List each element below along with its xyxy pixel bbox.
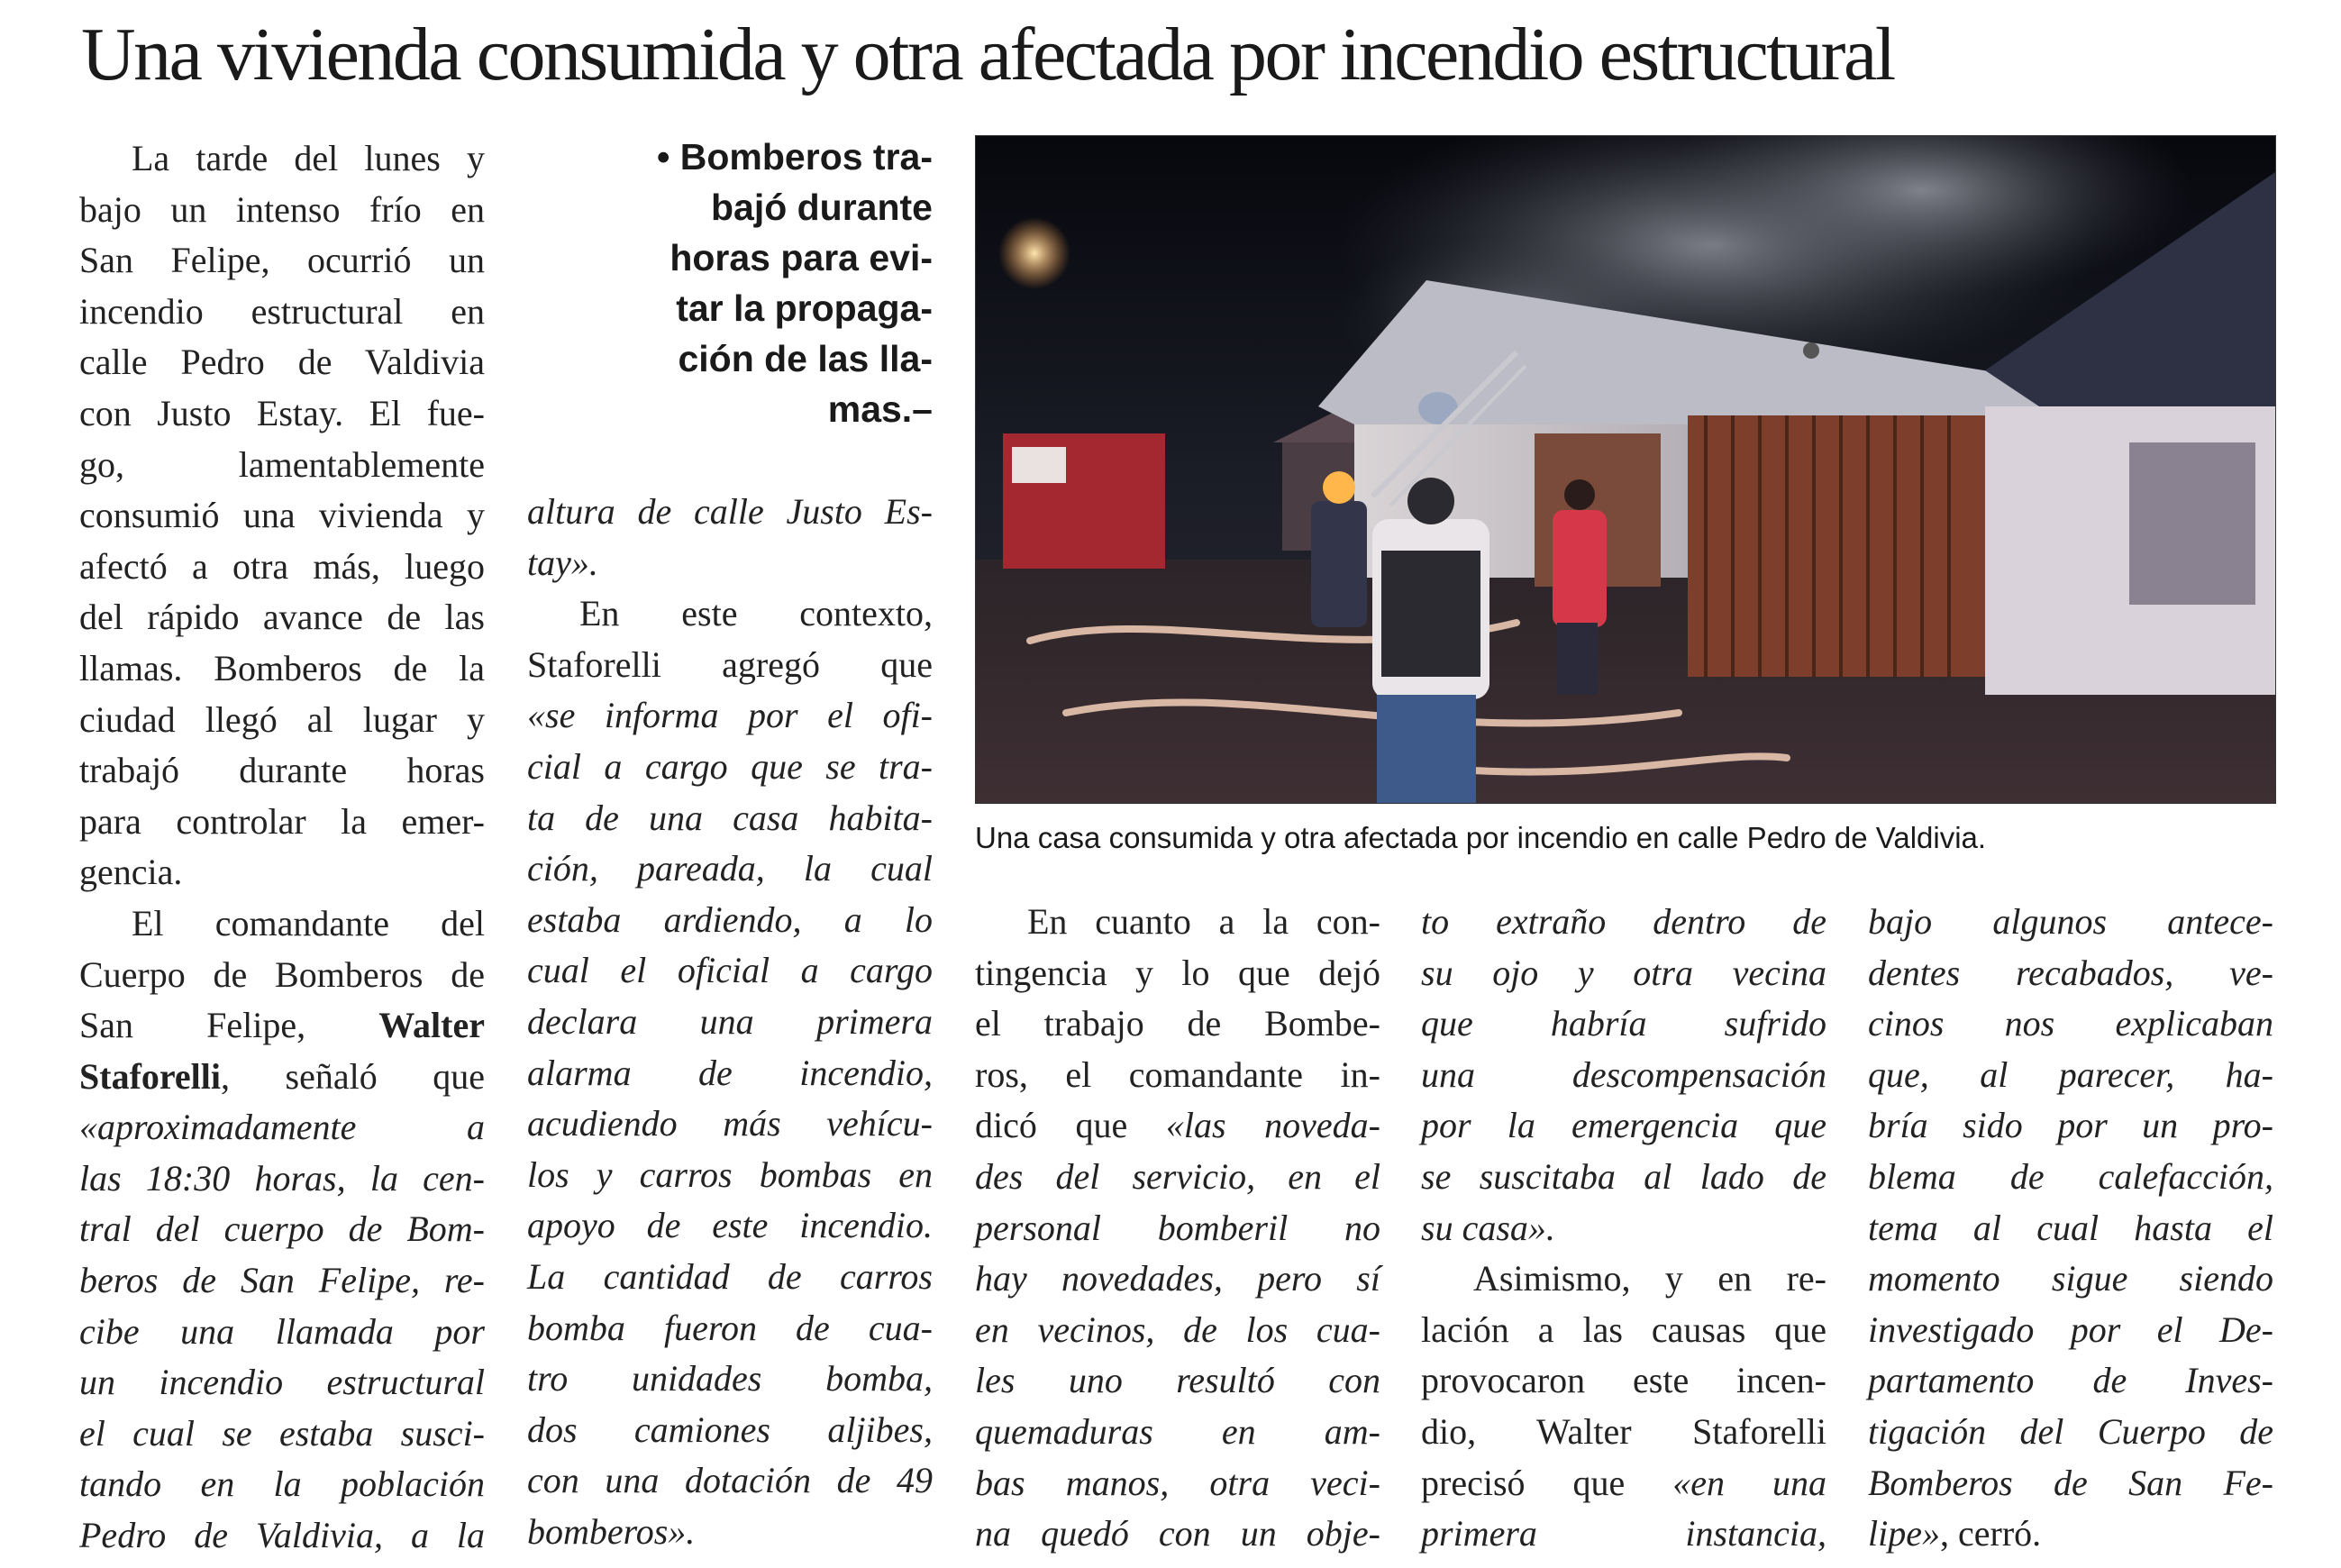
- name-staforelli: Staforelli: [79, 1055, 222, 1097]
- paragraph-injuries: to extraño dentro de su ojo y otra vecina que habría sufrido una descompensación por la emergencia que se suscitaba al lado de su casa».: [1421, 901, 1826, 1248]
- article-column-3: [975, 897, 1380, 1560]
- paragraph-contingency: En cuanto a la con- tingencia y lo que dejó el trabajo de Bombe- ros, el comandante in- dicó que «las noveda- des del servicio, en el personal bomberil no hay novedades, pero sí en vecinos, de los cua- les uno resultó con quemaduras en am- bas manos, otra veci- na quedó con un obje-: [975, 901, 1381, 1554]
- paragraph-commander: El comandante del Cuerpo de Bomberos de San Felipe, Walter Staforelli, señaló que «aproximadamente a las 18:30 horas, la cen- tral del cuerpo de Bom- beros de San Felipe, re- cibe una llamada por un incendio estructural el cual se estaba susci- tando en la población Pedro de Valdivia, a la: [79, 902, 485, 1556]
- article-column-2: [527, 487, 933, 1557]
- name-walter: Walter: [378, 1005, 485, 1046]
- fire-photo: [975, 135, 2276, 804]
- photo-caption: Una casa consumida y otra afectada por incendio en calle Pedro de Valdivia.: [975, 821, 1987, 854]
- headline: Una vivienda consumida y otra afectada por incendio estructural: [81, 13, 1894, 96]
- paragraph-intro: La tarde del lunes y bajo un intenso frío en San Felipe, ocurrió un incendio estructural en calle Pedro de Valdivia con Justo Estay. El fue- go, lamentablemente consumió una vivienda y afectó a otra más, luego del rápido avance de las llamas. Bomberos de la ciudad llegó al lugar y trabajó durante horas para controlar la emer- gencia.: [79, 138, 485, 893]
- paragraph-continuation: altura de calle Justo Es- tay».: [527, 491, 933, 583]
- article-column-5: [1868, 897, 2273, 1560]
- article-column-4: [1421, 897, 1826, 1560]
- paragraph-investigation: bajo algunos antece- dentes recabados, ve- cinos nos explicaban que, al parecer, ha- bría sido por un pro- blema de calefacción, tema al cual hasta el momento sigue siendo investigado por el De- partamento de Inves- tigación del Cuerpo de Bomberos de San Fe- lipe», cerró.: [1868, 901, 2273, 1554]
- paragraph-context: En este contexto, Staforelli agregó que «se informa por el ofi- cial a cargo que se tra- ta de una casa habita- ción, pareada, la cual estaba ardiendo, a lo cual el oficial a cargo declara una primera alarma de incendio, acudiendo más vehícu- los y carros bombas en apoyo de este incendio. La cantidad de carros bomba fueron de cua- tro unidades bomba, dos camiones aljibes, con una dotación de 49 bomberos».: [527, 593, 933, 1552]
- pull-quote: • Bomberos tra- bajó durante horas para evi- tar la propaga- ción de las lla- mas.–: [657, 136, 933, 430]
- paragraph-causes: Asimismo, y en re- lación a las causas que provocaron este incen- dio, Walter Staforelli precisó que «en una primera instancia,: [1421, 1258, 1826, 1554]
- article-column-1: [79, 133, 485, 1562]
